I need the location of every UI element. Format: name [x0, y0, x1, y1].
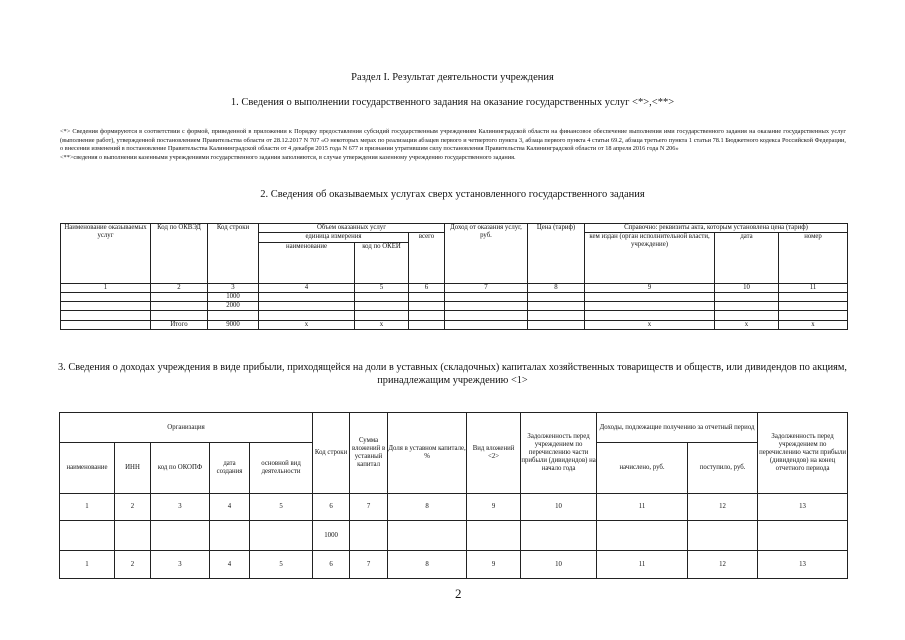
- th-organization: Организация: [60, 413, 313, 443]
- col-num: 7: [350, 494, 388, 521]
- th-date: дата: [715, 233, 779, 284]
- col-num: 11: [597, 494, 688, 521]
- th-price: Цена (тариф): [528, 224, 585, 284]
- table-row: [60, 494, 848, 521]
- row-code: 2000: [208, 302, 259, 311]
- heading-dividends: 3. Сведения о доходах учреждения в виде прибыли, приходящейся на доли в уставных (складочных) капиталах хозяйственных товариществ и обществ, или дивидендов по акциям, принадлежащим учреждению <1>: [58, 362, 847, 386]
- row-code: 1000: [208, 293, 259, 302]
- col-num: 2: [115, 494, 151, 521]
- th-volume: Объем оказанных услуг: [259, 224, 445, 233]
- col-num: 4: [259, 284, 355, 293]
- col-num: 9: [585, 284, 715, 293]
- th-debt-end: Задолженность перед учреждением по перечислению части прибыли (дивидендов) на конец отчетного периода: [758, 413, 848, 494]
- col-num: 6: [313, 551, 350, 579]
- dividends-table: [59, 412, 848, 579]
- th-activity: основной вид деятельности: [250, 443, 313, 494]
- col-num: 8: [388, 551, 467, 579]
- col-num: 4: [210, 494, 250, 521]
- th-inn: ИНН: [115, 443, 151, 494]
- col-num: 6: [409, 284, 445, 293]
- col-num: 4: [210, 551, 250, 579]
- col-num: 12: [688, 551, 758, 579]
- th-unit-okei: код по ОКЕИ: [355, 243, 409, 284]
- col-num: 10: [521, 494, 597, 521]
- col-num: 2: [115, 551, 151, 579]
- col-num: 5: [250, 551, 313, 579]
- table-row: [60, 521, 848, 551]
- th-capital-share: Доля в уставном капитале, %: [388, 413, 467, 494]
- th-income-period: Доходы, подлежащие получению за отчетный период: [597, 413, 758, 443]
- th-okopf: код по ОКОПФ: [151, 443, 210, 494]
- col-num: 13: [758, 494, 848, 521]
- footnote-2: <**>сведения о выполнении казенными учреждениями государственного задания заполняются, в случае утверждения казенному учреждению государственного задания.: [60, 153, 516, 161]
- col-num: 2: [151, 284, 208, 293]
- total-row: [61, 321, 848, 330]
- th-issuer: кем издан (орган исполнительной власти, учреждение): [585, 233, 715, 284]
- table-row: [61, 311, 848, 321]
- col-num: 3: [208, 284, 259, 293]
- th-debt-start: Задолженность перед учреждением по перечислению части прибыли (дивидендов) на начало года: [521, 413, 597, 494]
- col-num: 1: [61, 284, 151, 293]
- col-num: 13: [758, 551, 848, 579]
- col-num: 8: [388, 494, 467, 521]
- th-investment-sum: Сумма вложений в уставный капитал: [350, 413, 388, 494]
- col-num: 11: [779, 284, 848, 293]
- footnotes: [60, 128, 846, 162]
- total-code: 9000: [208, 321, 259, 330]
- table-row: [61, 284, 848, 293]
- table-row: [61, 293, 848, 302]
- th-row-code: Код строки: [313, 413, 350, 494]
- page-number: 2: [455, 586, 462, 601]
- th-investment-type: Вид вложений <2>: [467, 413, 521, 494]
- table-row: [60, 551, 848, 579]
- th-service-name: Наименование оказываемых услуг: [61, 224, 151, 284]
- x-mark: x: [715, 321, 779, 330]
- col-num: 1: [60, 494, 115, 521]
- col-num: 5: [355, 284, 409, 293]
- th-org-name: наименование: [60, 443, 115, 494]
- col-num: 7: [445, 284, 528, 293]
- th-okved: Код по ОКВЭД: [151, 224, 208, 284]
- th-created: дата создания: [210, 443, 250, 494]
- th-accrued: начислено, руб.: [597, 443, 688, 494]
- col-num: 3: [151, 494, 210, 521]
- col-num: 3: [151, 551, 210, 579]
- th-received: поступило, руб.: [688, 443, 758, 494]
- extra-services-table: [60, 223, 848, 330]
- row-code: 1000: [313, 521, 350, 551]
- col-num: 11: [597, 551, 688, 579]
- col-num: 5: [250, 494, 313, 521]
- th-total: всего: [409, 233, 445, 284]
- footnote-1: <*> Сведения формируются в соответствии с формой, приведенной в приложении к Порядку предоставления субсидий государственным учреждениям Калининградской области на финансовое обеспечение выполнения ими государственного задания на оказание государственных услуг (выполнение работ), утвержденной постановлением Правительства области от 28.12.2017 N 707 «О некоторых мерах по реализации абзацев первого и четвертого пункта 3, абзаца первого пункта 4 статьи 69.2, абзаца третьего пункта 1 статьи 78.1 Бюджетного кодекса Российской Федерации, о внесении изменений в постановление Правительства Калининградской области от 4 декабря 2015 года N 677 и признании утратившим силу постановления Правительства Калининградской области от 18 апреля 2016 года N 206»: [60, 128, 846, 153]
- th-income: Доход от оказания услуг, руб.: [445, 224, 528, 284]
- th-number: номер: [779, 233, 848, 284]
- th-reference: Справочно: реквизиты акта, которым установлена цена (тариф): [585, 224, 848, 233]
- col-num: 12: [688, 494, 758, 521]
- th-unit-name: наименование: [259, 243, 355, 284]
- col-num: 9: [467, 551, 521, 579]
- col-num: 8: [528, 284, 585, 293]
- section-title: Раздел I. Результат деятельности учреждения: [351, 72, 554, 83]
- col-num: 9: [467, 494, 521, 521]
- col-num: 1: [60, 551, 115, 579]
- x-mark: x: [355, 321, 409, 330]
- heading-extra-services: 2. Сведения об оказываемых услугах сверх установленного государственного задания: [260, 189, 645, 200]
- x-mark: x: [779, 321, 848, 330]
- x-mark: x: [259, 321, 355, 330]
- th-row-code: Код строки: [208, 224, 259, 284]
- col-num: 6: [313, 494, 350, 521]
- x-mark: x: [585, 321, 715, 330]
- col-num: 7: [350, 551, 388, 579]
- col-num: 10: [715, 284, 779, 293]
- th-unit: единица измерения: [259, 233, 409, 243]
- heading-gov-task: 1. Сведения о выполнении государственного задания на оказание государственных услуг <*>,<**>: [230, 97, 675, 108]
- total-label: Итого: [151, 321, 208, 330]
- col-num: 10: [521, 551, 597, 579]
- table-row: [61, 302, 848, 311]
